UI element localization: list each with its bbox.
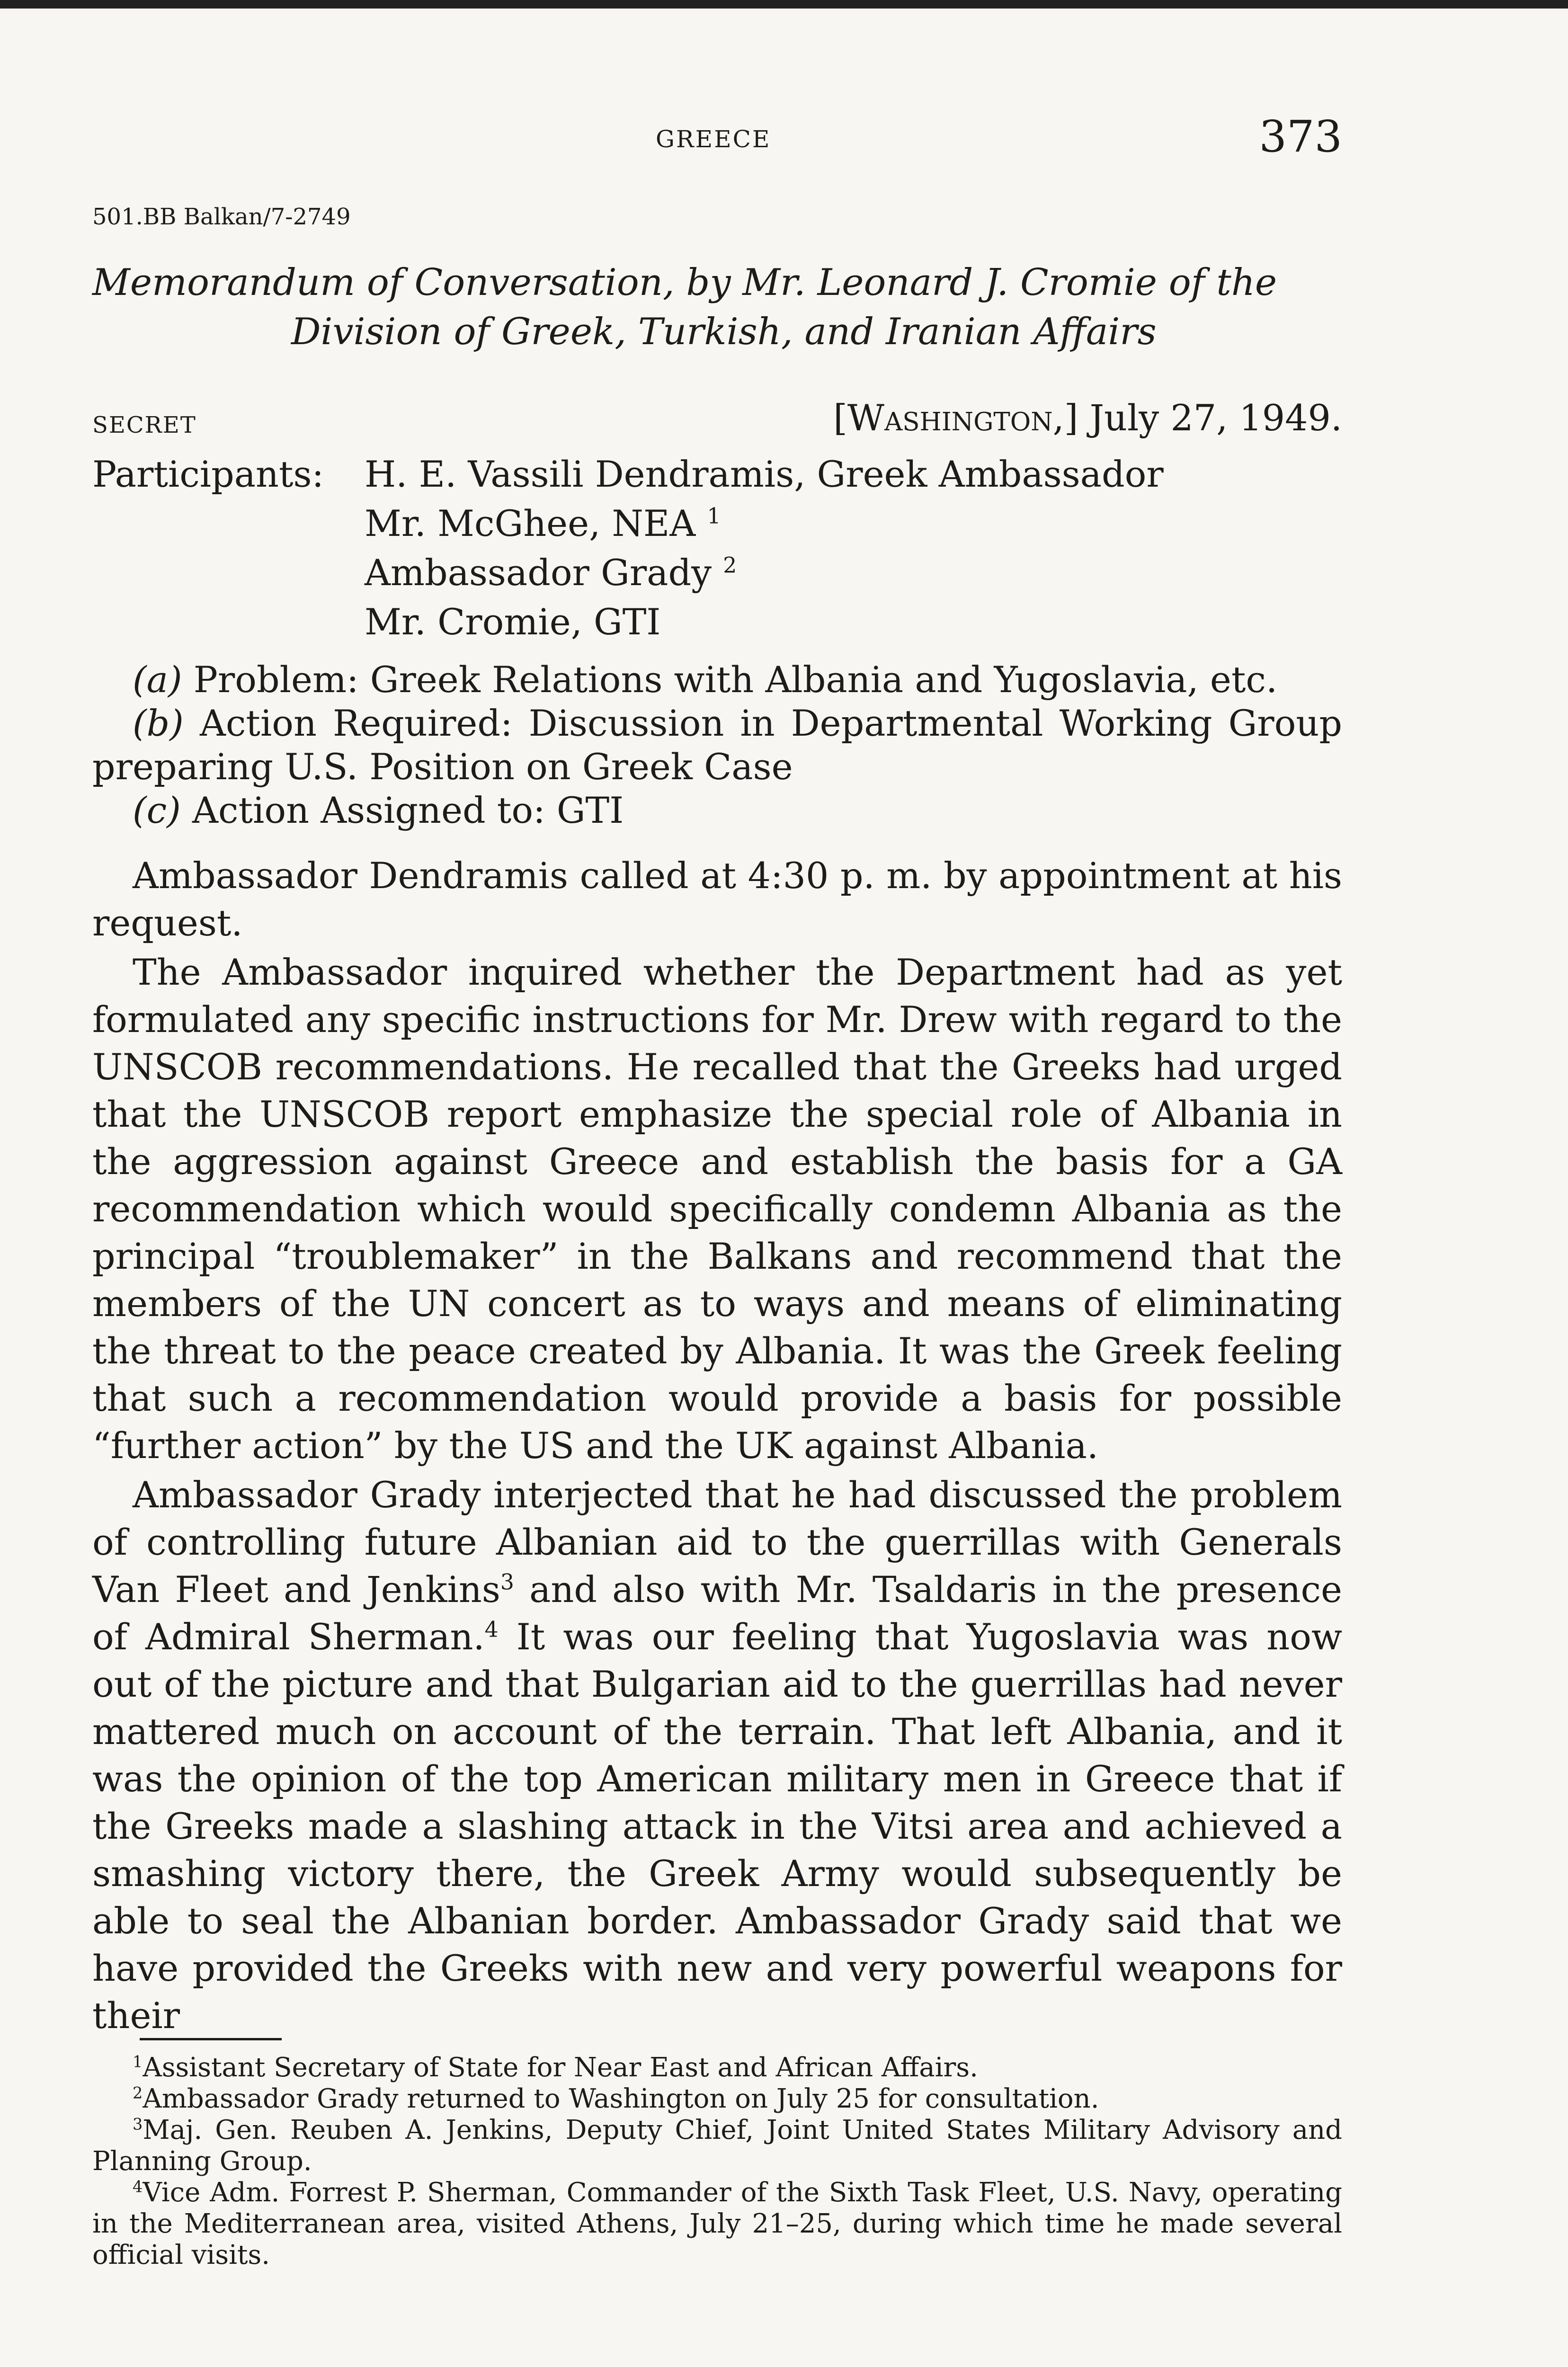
footnote [92, 2083, 1342, 2115]
body-text [92, 852, 1342, 2041]
footnote-number: 2 [133, 2083, 143, 2102]
footnote-text: Vice Adm. Forrest P. Sherman, Commander of the Sixth Task Fleet, U.S. Navy, operating in the Mediterranean area, visited Athens, July 21–25, during which time he made several official visits. [92, 2177, 1342, 2270]
paragraph: Ambassador Dendramis called at 4:30 p. m. by appointment at his request. [92, 854, 1342, 944]
item-marker: (b) [133, 702, 184, 744]
paragraph: The Ambassador inquired whether the Department had as yet formulated any specific instructions for Mr. Drew with regard to the UNSCOB recommendations. He recalled that the Greeks had urged that the UNSCOB report emphasize the special role of Albania in the aggression against Greece and establish the basis for a GA recommendation which would specifically condemn Albania as the principal “troublemaker” in the Balkans and recommend that the members of the UN concert as to ways and means of eliminating the threat to the peace created by Albania. It was the Greek feeling that such a recommendation would provide a basis for possible “further action” by the US and the UK against Albania. [92, 951, 1342, 1467]
page-number: 373 [1259, 111, 1342, 162]
problem-item-b [92, 702, 1342, 789]
date: July 27, 1949. [1089, 397, 1342, 439]
running-head [92, 107, 1342, 162]
participant [365, 499, 1264, 548]
participant-name: H. E. Vassili Dendramis, Greek Ambassador [365, 453, 1164, 495]
problem-action-block [92, 658, 1342, 832]
participants-label: Participants: [92, 453, 324, 495]
footnote-number: 4 [133, 2177, 143, 2196]
footnote-ref: 2 [723, 552, 737, 578]
participant-name: Ambassador Grady [365, 552, 712, 594]
participant-name: Mr. Cromie, GTI [365, 601, 661, 643]
footnote-text: Ambassador Grady returned to Washington on July 25 for consultation. [143, 2083, 1099, 2114]
footnote-number: 3 [133, 2115, 143, 2134]
memo-title-line-2: Division of Greek, Turkish, and Iranian Affairs [291, 311, 1157, 353]
participant [365, 450, 1264, 499]
footnote [92, 2115, 1342, 2177]
footnote [92, 2177, 1342, 2271]
place-date [833, 397, 1342, 439]
file-reference: 501.BB Balkan/7-2749 [92, 204, 351, 230]
memo-title [92, 258, 1342, 356]
footnote [92, 2052, 1342, 2083]
paragraph-part: and also with Mr. Tsaldaris in the presence of Admiral Sherman. [92, 1568, 1342, 1658]
participants-list [365, 450, 1264, 647]
footnote-ref: 1 [707, 503, 721, 529]
paragraph-part: It was our feeling that Yugoslavia was now out of the picture and that Bulgarian aid to the guerrillas had never mattered much on account of the terrain. That left Albania, and it was the opinion of the top American military men in Greece that if the Greeks made a slashing attack in the Vitsi area and achieved a smashing victory there, the Greek Army would subsequently be able to seal the Albanian border. Ambassador Grady said that we have provided the Greeks with new and very powerful weapons for their [92, 1616, 1342, 2037]
problem-item-a [92, 658, 1342, 702]
item-marker: (a) [133, 658, 182, 701]
item-text: Action Required: Discussion in Departmental Working Group preparing U.S. Position on Greek Case [92, 702, 1342, 788]
top-edge-bar [0, 0, 1568, 9]
footnotes [92, 2052, 1342, 2271]
classification-row [92, 397, 1342, 449]
paragraph-part: Ambassador Grady interjected that he had discussed the problem of controlling future Albanian aid to the guerrillas with Generals Van Fleet and Jenkins [92, 1474, 1342, 1611]
running-title: GREECE [656, 125, 771, 153]
footnote-divider [140, 2038, 282, 2040]
problem-item-c [92, 789, 1342, 832]
participant [365, 597, 1264, 647]
footnote-ref: 4 [484, 1617, 499, 1642]
paragraph [92, 1471, 1342, 2039]
participant [365, 548, 1264, 597]
footnote-text: Assistant Secretary of State for Near East and African Affairs. [143, 2052, 978, 2083]
item-marker: (c) [133, 789, 181, 831]
memo-title-line-1: Memorandum of Conversation, by Mr. Leonard J. Cromie of the [92, 261, 1277, 304]
footnote-text: Maj. Gen. Reuben A. Jenkins, Deputy Chief, Joint United States Military Advisory and Planning Group. [92, 2115, 1342, 2177]
item-text: Problem: Greek Relations with Albania and Yugoslavia, etc. [193, 658, 1278, 701]
item-text: Action Assigned to: GTI [192, 789, 624, 831]
classification-label: SECRET [92, 412, 196, 438]
participant-name: Mr. McGhee, NEA [365, 502, 696, 544]
place: [Washington,] [833, 397, 1078, 439]
footnote-ref: 3 [500, 1569, 514, 1595]
footnote-number: 1 [133, 2052, 143, 2071]
